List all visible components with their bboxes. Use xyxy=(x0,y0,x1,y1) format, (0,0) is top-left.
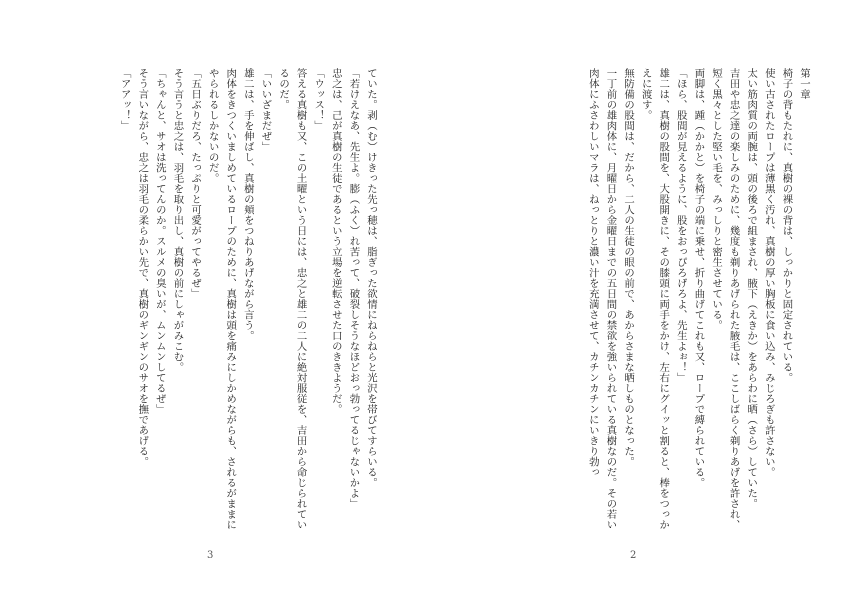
page-number: 2 xyxy=(630,550,637,561)
right-page-text xyxy=(462,68,812,538)
left-paragraph: ていた。剥（む）けきった先っ穂は、脂ぎった欲情にねらねらと光沢を帯びてすらいる。 xyxy=(365,68,377,488)
left-paragraph: 答える真樹も又、この土曜という日には、忠之と雄二の二人に絶対服従を、吉田から命じられているのだ。 xyxy=(277,68,307,530)
chapter-title: 第一章 xyxy=(798,68,810,100)
right-paragraph: 吉田や忠之達の楽しみのために、幾度も剃りあげられた腋毛は、ここしばらく剃りあげを許され、短く黒々とした堅い毛を、みっしりと密生させている。 xyxy=(710,68,740,530)
left-paragraph: 忠之は、己が真樹の生徒であるという立場を逆転させた口のききようだ。 xyxy=(329,68,342,415)
right-paragraph: 無防備の股間は、だから、二人の生徒の眼の前で、あからさまな晒しものとなった。 xyxy=(622,68,635,467)
left-paragraph: 「アアッ！」 xyxy=(118,68,131,131)
right-paragraph: 「ほら、股間が見えるように、股をおっぴろげろよ、先生よぉ！」 xyxy=(674,68,687,383)
left-paragraph: 「いいざまだぜ」 xyxy=(259,68,272,152)
right-paragraph: 太い筋肉質の両腕は、頭の後ろで組まされ、腋下（えきか）をあらわに晒（さら）していた。 xyxy=(745,68,758,509)
left-paragraph: 「五日ぶりだろ、たっぷりと可愛がってやるぜ」 xyxy=(189,68,202,299)
left-paragraph: 「ちゃんと、サオは洗ってんのか。スルメの臭いが、ムンムンしてるぜ」 xyxy=(153,68,166,415)
right-paragraph: 雄二は、真樹の股間を、大股開きに、その膝頭に両手をかけ、左右にグイッと割ると、棒をつっかえに渡す。 xyxy=(639,68,670,530)
left-page-text xyxy=(39,68,379,538)
left-paragraph: 肉体をきつくいましめているロープのために、真樹は頭を痛みにしかめながらも、されるがままにやられるしかないのだ。 xyxy=(206,68,237,530)
left-paragraph: そう言うと忠之は、羽毛を取り出し、真樹の前にしゃがみこむ。 xyxy=(171,68,184,373)
right-paragraph: 両脚は、踵（かかと）を椅子の端に乗せ、折り曲げてこれも又、ロープで縛られている。 xyxy=(692,68,705,488)
left-paragraph: 「ウッス！」 xyxy=(312,68,325,131)
left-paragraph: 「若けえなあ、先生よ。膨（ふく）れ苦って、破裂しそうなほどおっ勃ってるじゃないかよ」 xyxy=(347,68,360,509)
right-paragraph: 一丁前の雄肉体に、月曜日から金曜日までの五日間の禁欲を強いられている真樹なのだ。その若い肉体にふさわしいマラは、ねっとりと濃い汁を充満させて、カチンカチンにいきり勃っ xyxy=(586,68,617,530)
right-paragraph: 使い古されたロープは薄黒く汚れ、真樹の厚い胸板に食い込み、みじろぎも許さない。 xyxy=(762,68,775,478)
page-number: 3 xyxy=(207,550,214,561)
right-page xyxy=(425,0,850,600)
left-paragraph: そう言いながら、忠之は羽毛の柔らかい先で、真樹のギンギンのサオを撫であげる。 xyxy=(136,68,149,467)
left-paragraph: 雄二は、手を伸ばし、真樹の頬をつねりあげながら言う。 xyxy=(241,68,254,341)
right-paragraph: 椅子の背もたれに、真樹の裸の背は、しっかりと固定されている。 xyxy=(780,68,793,383)
